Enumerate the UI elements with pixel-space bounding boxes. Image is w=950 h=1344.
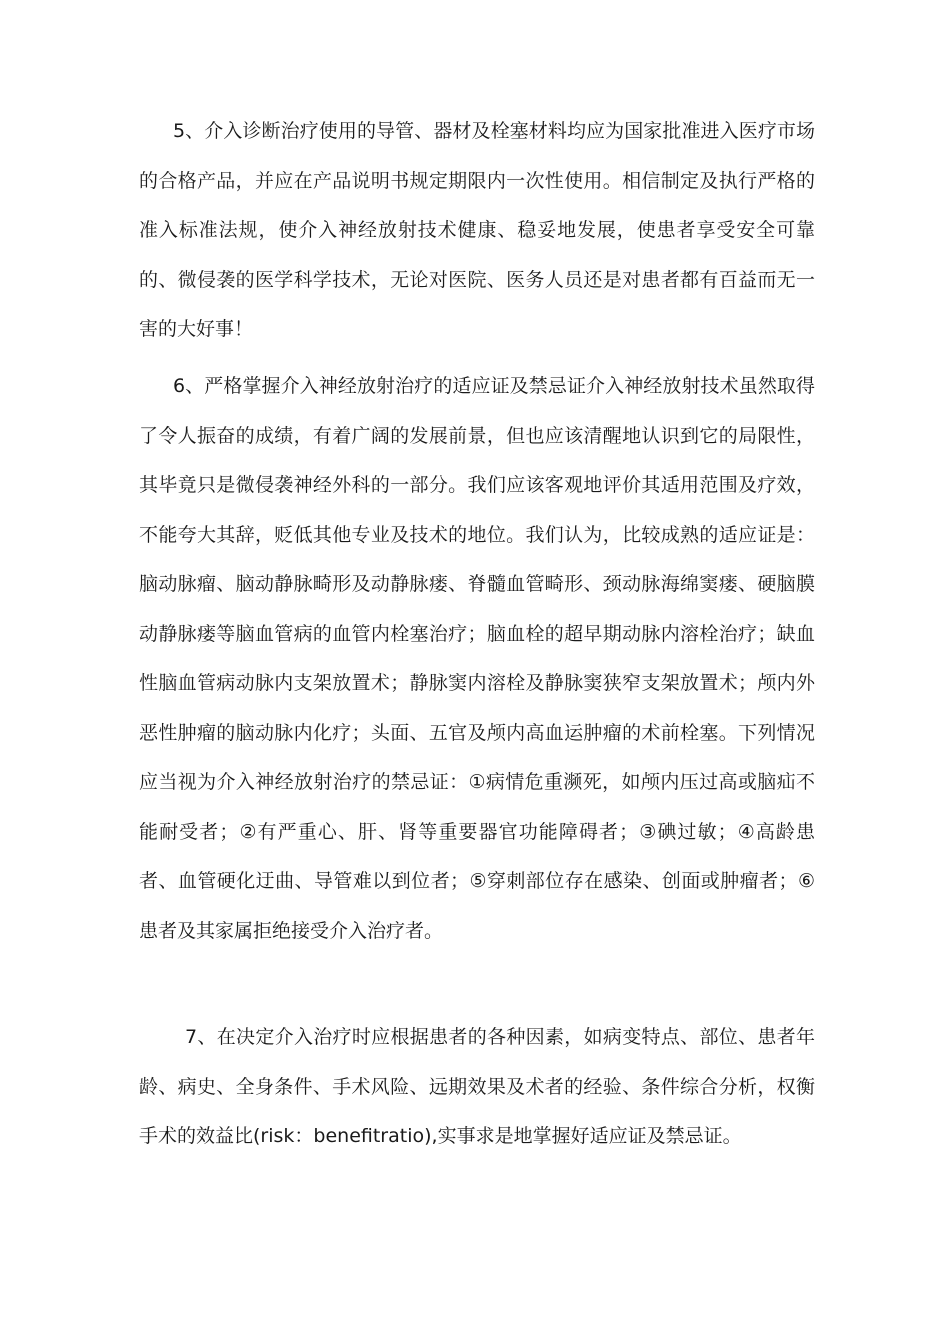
paragraph-6: 6、严格掌握介入神经放射治疗的适应证及禁忌证介入神经放射技术虽然取得了令人振奋的成绩，有着广阔的发展前景，但也应该清醒地认识到它的局限性，其毕竟只是微侵袭神经外科的一部分。我们应该客观地评价其适用范围及疗效，不能夸大其辞，贬低其他专业及技术的地位。我们认为，比较成熟的适应证是：脑动脉瘤、脑动静脉畸形及动静脉瘘、脊髓血管畸形、颈动脉海绵窦瘘、硬脑膜动静脉瘘等脑血管病的血管内栓塞治疗；脑血栓的超早期动脉内溶栓治疗；缺血性脑血管病动脉内支架放置术；静脉窦内溶栓及静脉窦狭窄支架放置术；颅内外恶性肿瘤的脑动脉内化疗；头面、五官及颅内高血运肿瘤的术前栓塞。下列情况应当视为介入神经放射治疗的禁忌证：①病情危重濒死，如颅内压过高或脑疝不能耐受者；②有严重心、肝、肾等重要器官功能障碍者；③碘过敏；④高龄患者、血管硬化迂曲、导管难以到位者；⑤穿刺部位存在感染、创面或肿瘤者；⑥患者及其家属拒绝接受介入治疗者。 xyxy=(139,375,815,942)
paragraph-7: 7、在决定介入治疗时应根据患者的各种因素，如病变特点、部位、患者年龄、病史、全身条件、手术风险、远期效果及术者的经验、条件综合分析，权衡手术的效益比(risk：benefitratio),实事求是地掌握好适应证及禁忌证。 xyxy=(139,1026,815,1147)
paragraph-5: 5、介入诊断治疗使用的导管、器材及栓塞材料均应为国家批准进入医疗市场的合格产品，并应在产品说明书规定期限内一次性使用。相信制定及执行严格的准入标准法规，使介入神经放射技术健康、稳妥地发展，使患者享受安全可靠的、微侵袭的医学科学技术，无论对医院、医务人员还是对患者都有百益而无一害的大好事！ xyxy=(139,120,815,340)
